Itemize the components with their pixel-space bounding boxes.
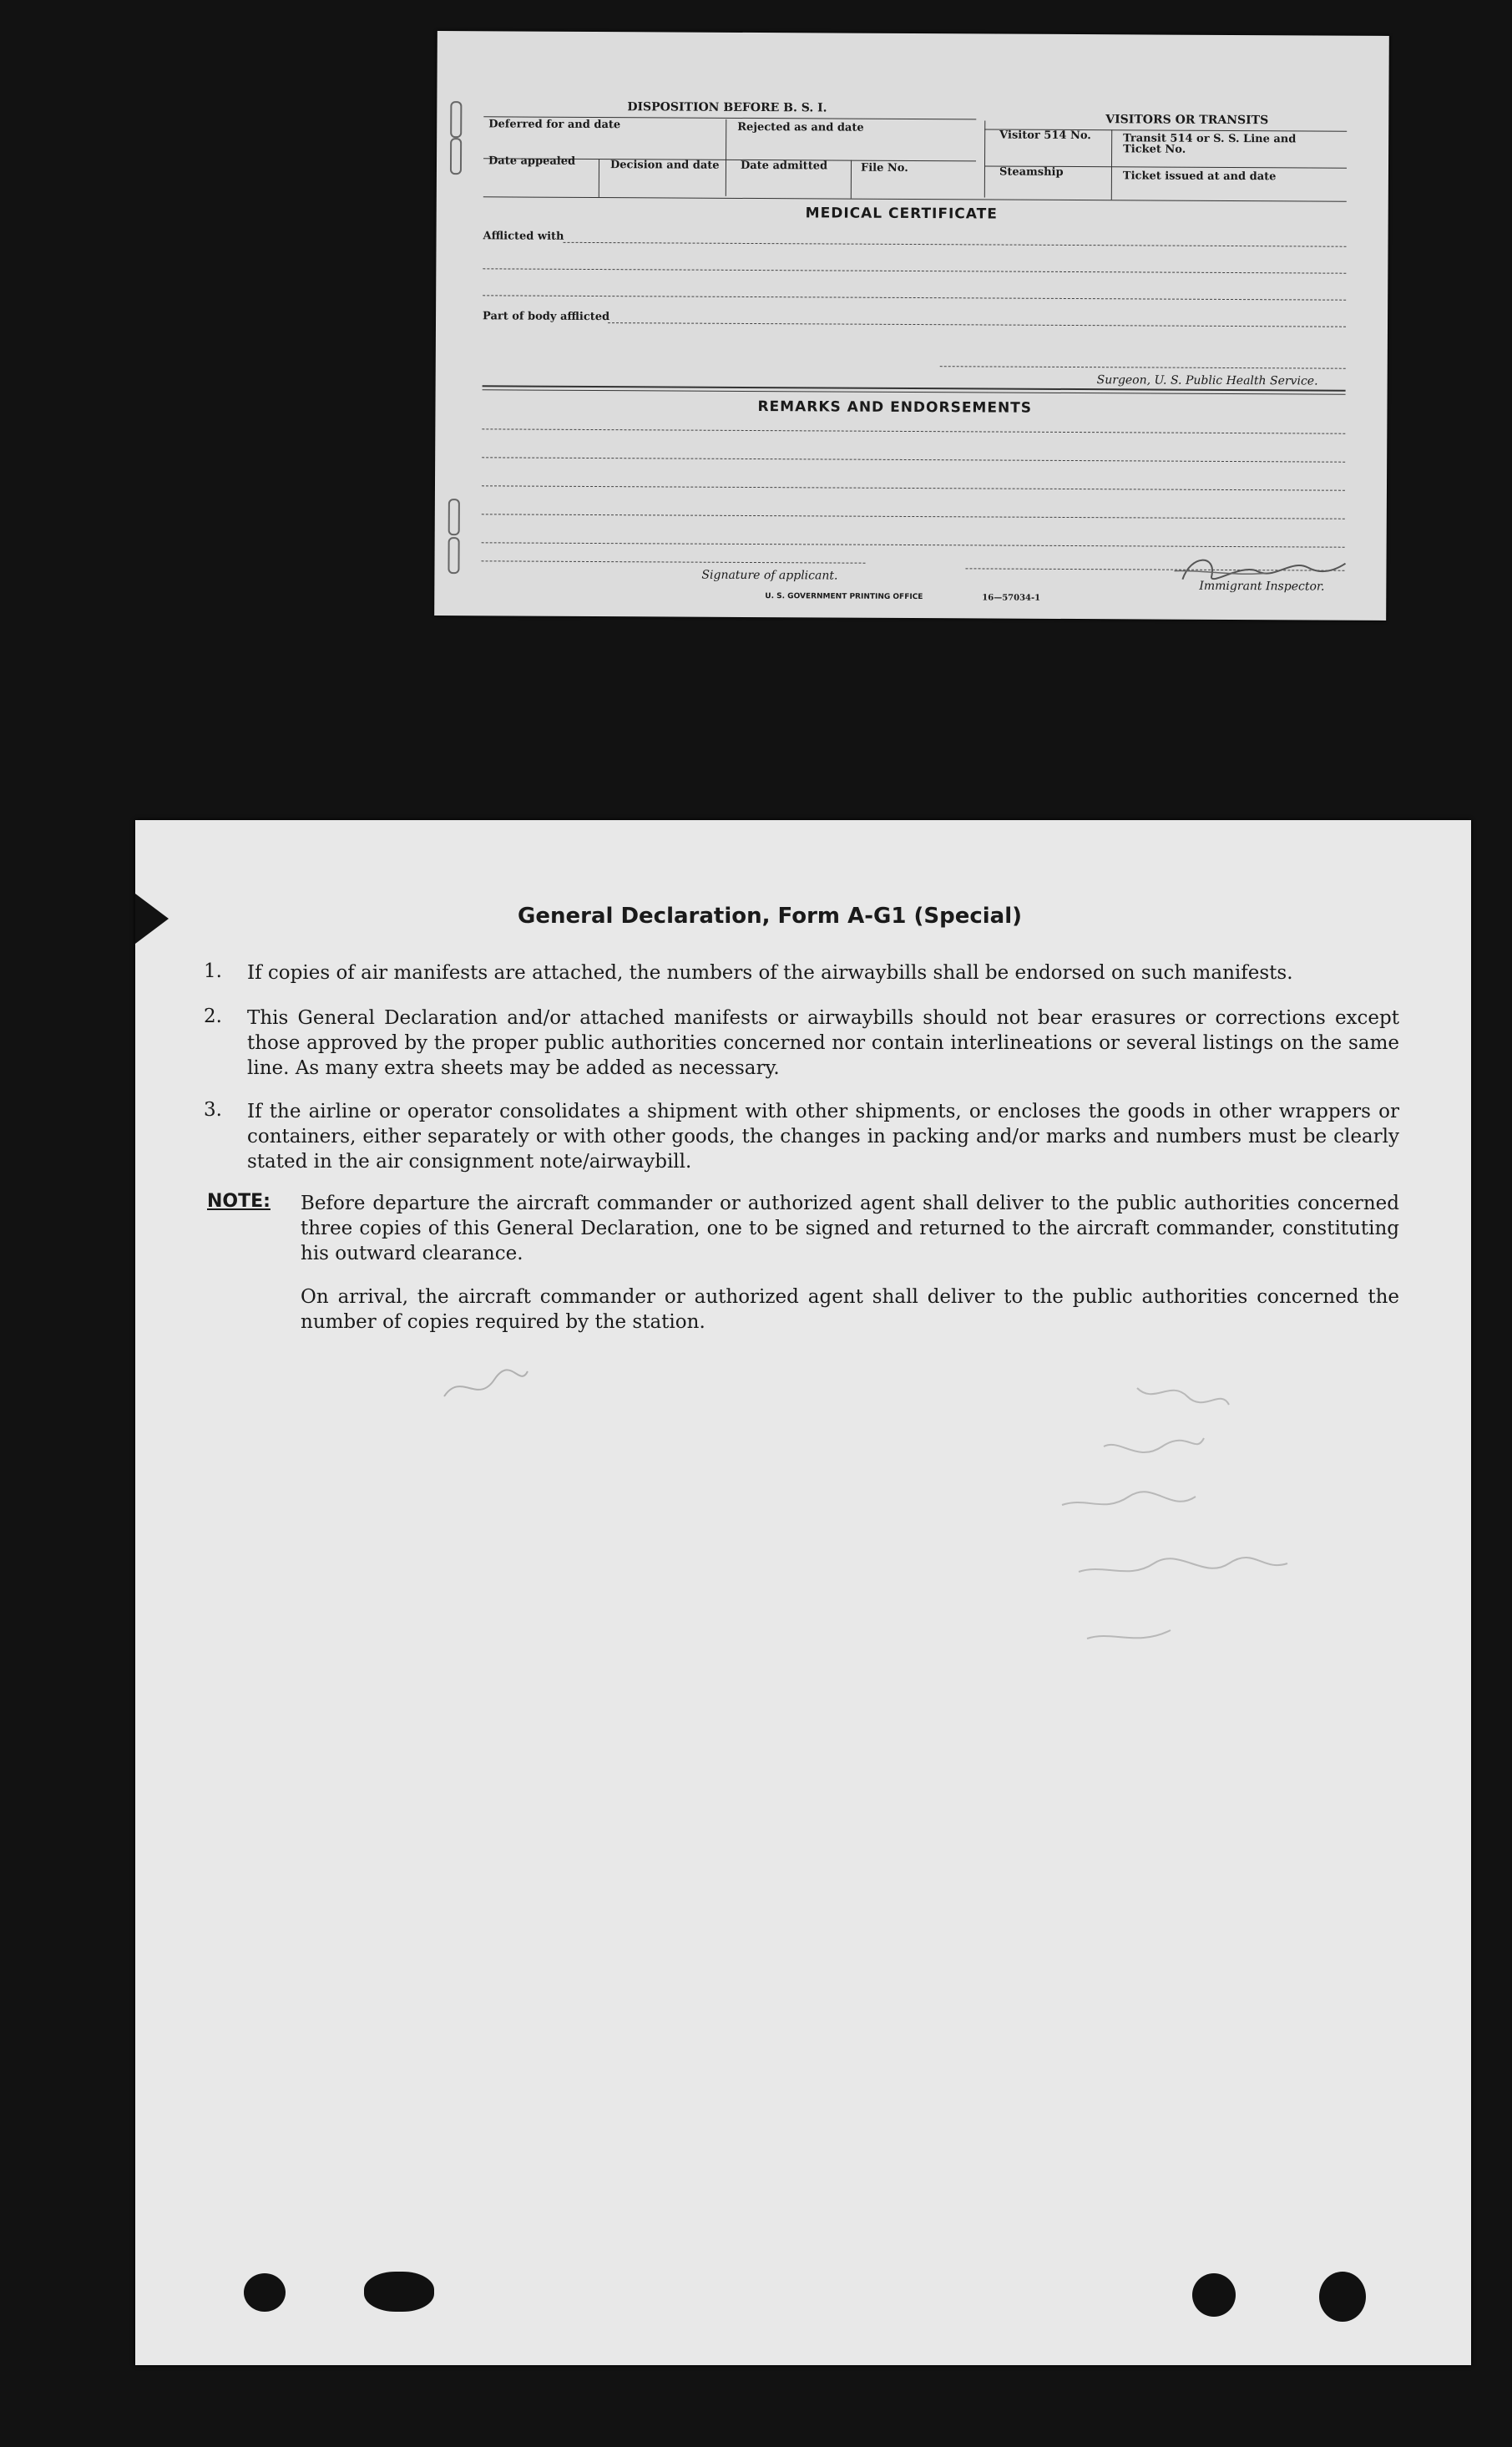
faint-handwriting bbox=[1054, 1371, 1354, 1655]
note-label: NOTE: bbox=[207, 1191, 271, 1212]
item-number: 3. bbox=[204, 1099, 222, 1121]
item-number: 1. bbox=[204, 960, 222, 982]
rejected-label: Rejected as and date bbox=[737, 120, 864, 134]
general-declaration-sheet bbox=[135, 820, 1471, 2365]
item-text: If the airline or operator consolidates a shipment with other shipments, or encloses the goods in other wrappers or containers, either separately or with other goods, the changes in packing and/or marks and numbers must be clearly stated in the air consignment note/airwaybill. bbox=[247, 1101, 1399, 1173]
torn-corner bbox=[135, 894, 169, 944]
item-number: 2. bbox=[204, 1006, 222, 1027]
decision-label: Decision and date bbox=[609, 159, 720, 172]
dotted-line bbox=[608, 322, 1346, 327]
signature-applicant-label: Signature of applicant. bbox=[701, 568, 838, 583]
medical-certificate-title: MEDICAL CERTIFICATE bbox=[805, 205, 998, 223]
part-of-body-label: Part of body afflicted bbox=[483, 310, 610, 324]
immigrant-inspector-label: Immigrant Inspector. bbox=[1199, 579, 1325, 594]
date-appealed-label: Date appealed bbox=[488, 155, 576, 168]
rule bbox=[1111, 129, 1112, 200]
item-text: This General Declaration and/or attached manifests or airwaybills should not bear erasures or corrections except those approved by the proper public authorities concerned nor contain interlineations or several listings on the same line. As many extra sheets may be added as necessary. bbox=[247, 1007, 1399, 1079]
card-form bbox=[483, 66, 1348, 603]
afflicted-with-label: Afflicted with bbox=[483, 230, 564, 243]
ticket-issued-label: Ticket issued at and date bbox=[1122, 170, 1277, 184]
punch-hole bbox=[364, 2272, 434, 2312]
dotted-line bbox=[482, 428, 1345, 433]
dotted-line bbox=[940, 366, 1346, 369]
form-code-label: 16—57034-1 bbox=[982, 593, 1041, 603]
paper-clip bbox=[450, 101, 462, 138]
file-no-label: File No. bbox=[860, 161, 908, 175]
dotted-line bbox=[482, 485, 1345, 490]
visitor-514-label: Visitor 514 No. bbox=[999, 129, 1091, 143]
surgeon-label: Surgeon, U. S. Public Health Service. bbox=[1096, 373, 1318, 388]
transit-514-label: Transit 514 or S. S. Line and Ticket No. bbox=[1123, 132, 1297, 156]
dotted-line bbox=[483, 295, 1346, 300]
item-text: If copies of air manifests are attached, the numbers of the airwaybills shall be endorsed on such manifests. bbox=[247, 962, 1293, 984]
paper-clip bbox=[448, 537, 459, 574]
paper-clip bbox=[450, 138, 462, 175]
printing-office-label: U. S. GOVERNMENT PRINTING OFFICE bbox=[765, 592, 923, 602]
punch-hole bbox=[1192, 2273, 1236, 2317]
rule bbox=[851, 160, 852, 199]
paper-clip bbox=[448, 499, 460, 535]
dotted-line bbox=[482, 514, 1345, 519]
remarks-title: REMARKS AND ENDORSEMENTS bbox=[757, 398, 1033, 417]
dotted-line bbox=[482, 457, 1345, 462]
punch-hole bbox=[1319, 2272, 1366, 2322]
inspector-signature-scribble bbox=[1166, 546, 1349, 597]
declaration-title: General Declaration, Form A-G1 (Special) bbox=[518, 904, 1022, 929]
disposition-title: DISPOSITION BEFORE B. S. I. bbox=[627, 100, 827, 115]
note-paragraph-2: On arrival, the aircraft commander or authorized agent shall deliver to the public authorities concerned the number of copies required by the station. bbox=[301, 1286, 1399, 1333]
punch-hole bbox=[244, 2273, 286, 2312]
steamship-label: Steamship bbox=[999, 165, 1064, 179]
dotted-line bbox=[482, 560, 866, 563]
immigration-card bbox=[434, 31, 1389, 621]
faint-handwriting bbox=[436, 1355, 536, 1421]
rule bbox=[984, 120, 985, 197]
dotted-line bbox=[564, 242, 1347, 247]
deferred-label: Deferred for and date bbox=[488, 118, 621, 132]
date-admitted-label: Date admitted bbox=[740, 159, 828, 173]
dotted-line bbox=[483, 268, 1346, 273]
note-paragraph-1: Before departure the aircraft commander or authorized agent shall deliver to the public authorities concerned three copies of this General Declaration, one to be signed and returned to the aircraft commander, constituting his outward clearance. bbox=[301, 1193, 1399, 1264]
rule bbox=[483, 196, 1347, 201]
visitors-title: VISITORS OR TRANSITS bbox=[1105, 113, 1269, 128]
